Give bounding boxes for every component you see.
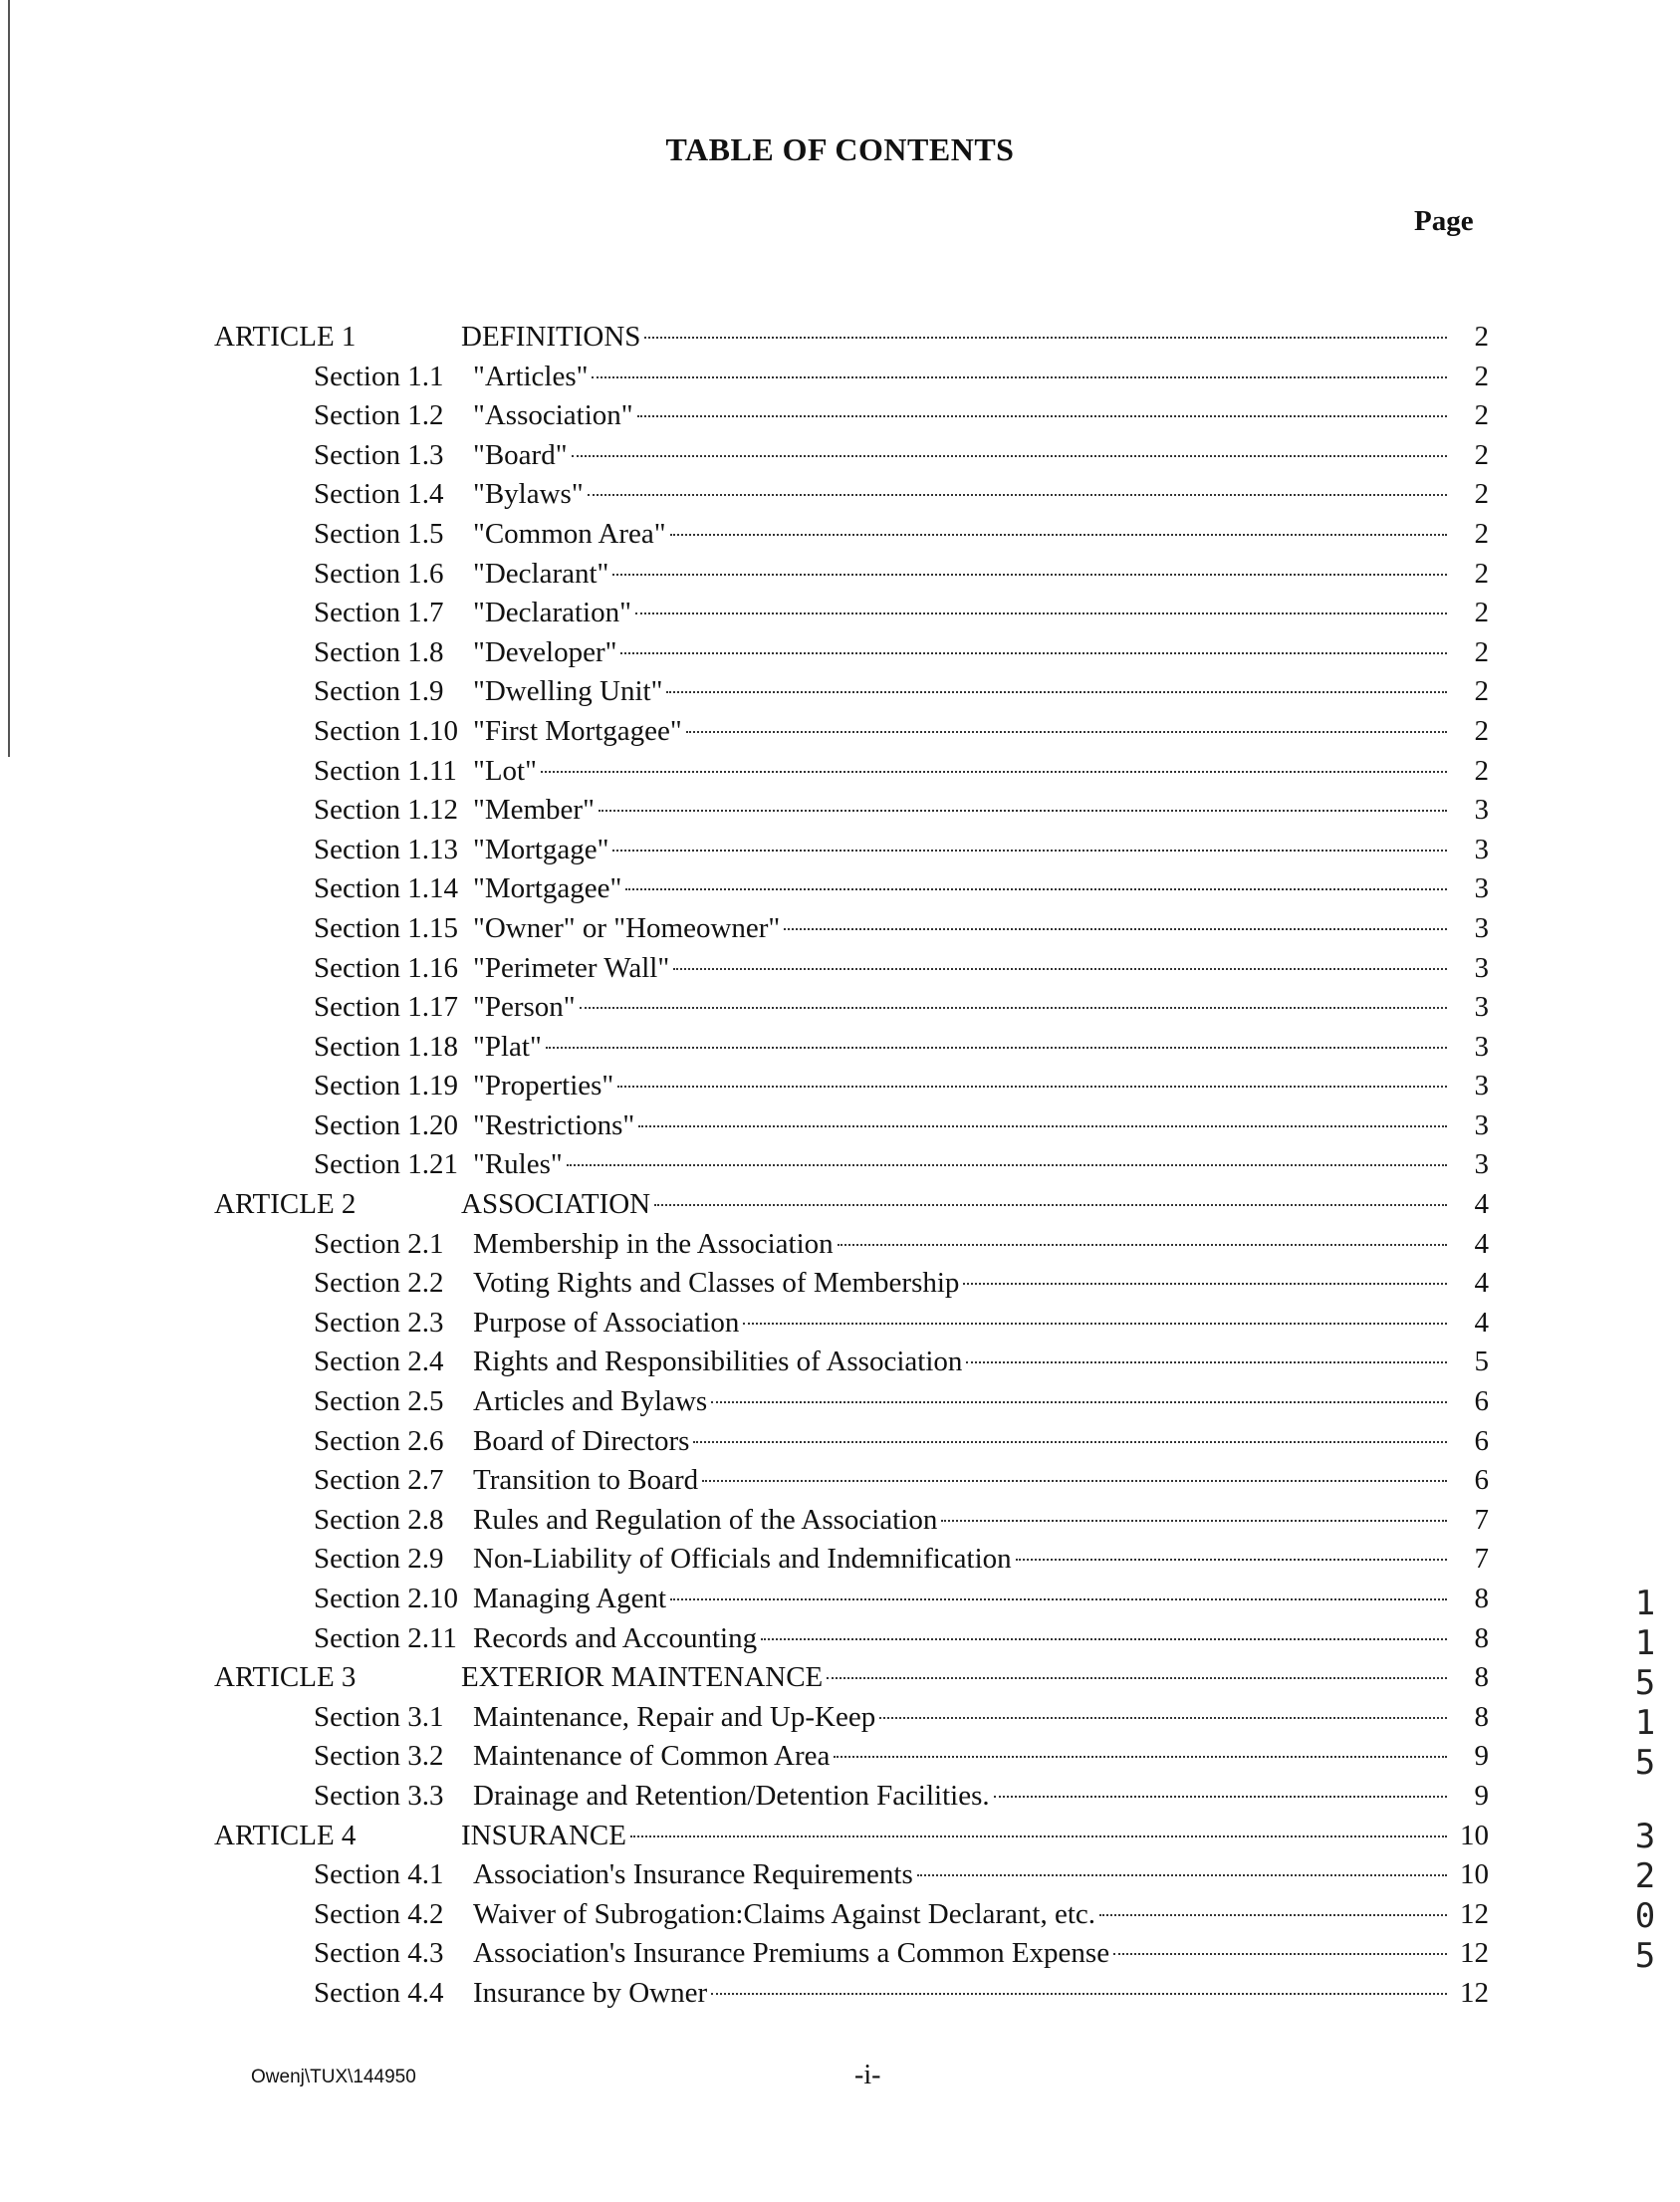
toc-entry-number: Section 1.2: [314, 399, 444, 432]
stamp-digit: 2: [1634, 1856, 1656, 1896]
toc-article-row: [214, 1661, 1489, 1701]
toc-section-row: [214, 518, 1489, 558]
toc-entry-page: 3: [1474, 794, 1489, 827]
dot-leader: [541, 771, 1447, 773]
toc-entry-title: Records and Accounting: [473, 1621, 758, 1654]
toc-entry-title: Membership in the Association: [473, 1227, 834, 1260]
toc-entry-page: 3: [1474, 951, 1489, 984]
toc-entry-title: Articles and Bylaws: [473, 1385, 708, 1418]
toc-entry-page: 8: [1474, 1661, 1489, 1694]
toc-entry-title: Rights and Responsibilities of Association: [473, 1346, 963, 1378]
stamp-digit: 5: [1634, 1743, 1656, 1783]
dot-leader: [966, 1361, 1447, 1363]
toc-entry-page: 2: [1474, 438, 1489, 471]
dot-leader: [592, 376, 1447, 378]
toc-section-row: [214, 597, 1489, 636]
dot-leader: [761, 1638, 1447, 1640]
table-of-contents: [214, 321, 1489, 2017]
dot-leader: [673, 968, 1447, 970]
toc-entry-page: 2: [1474, 675, 1489, 708]
stamp-digit: 0: [1634, 1896, 1656, 1936]
toc-entry-number: Section 2.1: [314, 1227, 444, 1260]
toc-entry-number: Section 2.10: [314, 1583, 458, 1614]
toc-section-row: [214, 1425, 1489, 1465]
toc-entry-page: 2: [1474, 478, 1489, 511]
toc-entry-page: 2: [1474, 754, 1489, 787]
toc-entry-number: Section 1.16: [314, 951, 458, 984]
dot-leader: [637, 415, 1447, 417]
toc-entry-title: "Declaration": [473, 597, 631, 629]
toc-entry-page: 8: [1474, 1583, 1489, 1614]
toc-entry-title: Voting Rights and Classes of Membership: [473, 1267, 960, 1300]
toc-section-row: [214, 361, 1489, 400]
dot-leader: [834, 1756, 1447, 1758]
dot-leader: [784, 928, 1447, 930]
toc-entry-number: Section 1.20: [314, 1108, 458, 1141]
toc-entry-title: "Member": [473, 794, 595, 827]
toc-section-row: [214, 1898, 1489, 1938]
dot-leader: [963, 1283, 1447, 1285]
toc-section-row: [214, 1307, 1489, 1346]
dot-leader: [630, 1835, 1447, 1837]
toc-section-row: [214, 834, 1489, 873]
dot-leader: [599, 810, 1447, 812]
toc-section-row: [214, 439, 1489, 479]
dot-leader: [670, 534, 1447, 536]
toc-entry-number: Section 1.18: [314, 1030, 458, 1063]
toc-entry-title: "Dwelling Unit": [473, 675, 663, 708]
toc-entry-title: EXTERIOR MAINTENANCE: [461, 1661, 824, 1694]
dot-leader: [743, 1323, 1447, 1325]
dot-leader: [644, 337, 1447, 339]
toc-entry-page: 5: [1474, 1346, 1489, 1378]
dot-leader: [625, 888, 1447, 890]
toc-entry-page: 3: [1474, 1148, 1489, 1181]
toc-entry-page: 2: [1474, 714, 1489, 747]
toc-section-row: [214, 1543, 1489, 1583]
dot-leader: [941, 1520, 1447, 1522]
toc-entry-page: 3: [1474, 872, 1489, 905]
stamp-gap: [1628, 1783, 1662, 1817]
dot-leader: [917, 1874, 1447, 1876]
toc-entry-page: 10: [1460, 1819, 1489, 1851]
toc-section-row: [214, 558, 1489, 598]
toc-entry-title: "Properties": [473, 1070, 614, 1102]
toc-section-row: [214, 872, 1489, 912]
toc-entry-title: Maintenance of Common Area: [473, 1740, 831, 1773]
toc-entry-title: "Owner" or "Homeowner": [473, 911, 781, 944]
dot-leader: [666, 691, 1447, 693]
toc-section-row: [214, 675, 1489, 715]
toc-section-row: [214, 794, 1489, 834]
toc-entry-title: Non-Liability of Officials and Indemnification: [473, 1543, 1012, 1576]
toc-entry-title: DEFINITIONS: [461, 321, 641, 353]
toc-entry-title: "Plat": [473, 1030, 542, 1063]
toc-entry-title: "Mortgagee": [473, 872, 622, 905]
dot-leader: [654, 1204, 1447, 1206]
toc-entry-title: Rules and Regulation of the Association: [473, 1503, 938, 1536]
toc-article-row: [214, 1188, 1489, 1228]
toc-section-row: [214, 1740, 1489, 1780]
dot-leader: [617, 1086, 1447, 1088]
toc-entry-page: 2: [1474, 321, 1489, 353]
toc-entry-title: "Board": [473, 438, 568, 471]
toc-section-row: [214, 1780, 1489, 1820]
toc-entry-page: 8: [1474, 1700, 1489, 1733]
toc-section-row: [214, 1977, 1489, 2017]
toc-entry-title: Purpose of Association: [473, 1306, 740, 1339]
toc-entry-page: 4: [1474, 1227, 1489, 1260]
toc-entry-page: 3: [1474, 1070, 1489, 1102]
toc-entry-number: Section 2.2: [314, 1267, 444, 1300]
toc-entry-number: Section 2.8: [314, 1503, 444, 1536]
toc-entry-number: Section 1.13: [314, 833, 458, 865]
toc-entry-number: Section 4.2: [314, 1897, 444, 1930]
toc-entry-number: Section 1.3: [314, 438, 444, 471]
toc-entry-number: Section 2.9: [314, 1543, 444, 1576]
toc-entry-number: Section 2.6: [314, 1424, 444, 1457]
toc-entry-title: Maintenance, Repair and Up-Keep: [473, 1700, 876, 1733]
toc-entry-page: 12: [1460, 1897, 1489, 1930]
toc-section-row: [214, 1464, 1489, 1504]
dot-leader: [546, 1047, 1447, 1049]
dot-leader: [620, 652, 1447, 654]
toc-section-row: [214, 1267, 1489, 1307]
dot-leader: [588, 494, 1447, 496]
toc-entry-page: 2: [1474, 360, 1489, 392]
toc-section-row: [214, 1504, 1489, 1544]
stamp-digit: 1: [1634, 1584, 1656, 1623]
toc-entry-page: 2: [1474, 517, 1489, 550]
toc-section-row: [214, 1622, 1489, 1662]
toc-entry-number: Section 1.6: [314, 557, 444, 590]
toc-entry-title: Association's Insurance Requirements: [473, 1858, 913, 1891]
toc-entry-number: Section 4.3: [314, 1937, 444, 1970]
toc-entry-title: "Bylaws": [473, 478, 584, 511]
dot-leader: [1099, 1914, 1447, 1916]
toc-section-row: [214, 478, 1489, 518]
toc-entry-page: 4: [1474, 1267, 1489, 1300]
toc-entry-title: Waiver of Subrogation:Claims Against Declarant, etc.: [473, 1897, 1096, 1930]
toc-entry-title: "Lot": [473, 754, 537, 787]
toc-entry-number: Section 1.12: [314, 794, 458, 827]
toc-entry-page: 6: [1474, 1424, 1489, 1457]
toc-entry-number: Section 1.11: [314, 754, 457, 787]
toc-entry-title: "Person": [473, 991, 576, 1024]
toc-entry-page: 6: [1474, 1385, 1489, 1418]
toc-entry-number: Section 1.7: [314, 597, 444, 629]
toc-article-row: [214, 1820, 1489, 1859]
toc-entry-number: Section 1.5: [314, 517, 444, 550]
stamp-digit: 5: [1634, 1663, 1656, 1703]
toc-entry-number: Section 4.1: [314, 1858, 444, 1891]
dot-leader: [1016, 1559, 1447, 1561]
toc-entry-page: 2: [1474, 597, 1489, 629]
toc-entry-number: Section 3.3: [314, 1779, 444, 1812]
toc-section-row: [214, 715, 1489, 755]
stamp-digit: 3: [1634, 1817, 1656, 1856]
toc-entry-title: "Common Area": [473, 517, 666, 550]
stamp-digit: 1: [1634, 1623, 1656, 1663]
dot-leader: [686, 731, 1447, 733]
toc-section-row: [214, 1937, 1489, 1977]
toc-entry-number: Section 1.1: [314, 360, 444, 392]
toc-entry-title: "Perimeter Wall": [473, 951, 670, 984]
toc-entry-title: Managing Agent: [473, 1583, 667, 1614]
toc-entry-number: Section 1.17: [314, 991, 458, 1024]
toc-entry-page: 4: [1474, 1188, 1489, 1221]
toc-entry-number: ARTICLE 2: [214, 1188, 357, 1221]
page-title: TABLE OF CONTENTS: [665, 131, 1015, 167]
toc-entry-number: Section 1.21: [314, 1148, 458, 1181]
toc-entry-number: Section 1.8: [314, 635, 444, 668]
dot-leader: [827, 1677, 1447, 1679]
footer-page-number: -i-: [854, 2060, 881, 2090]
toc-entry-page: 12: [1460, 1937, 1489, 1970]
toc-section-row: [214, 1148, 1489, 1188]
toc-entry-title: ASSOCIATION: [461, 1188, 651, 1221]
toc-entry-title: Board of Directors: [473, 1424, 690, 1457]
toc-entry-number: ARTICLE 1: [214, 321, 357, 353]
toc-entry-number: Section 2.5: [314, 1385, 444, 1418]
toc-section-row: [214, 1109, 1489, 1149]
toc-entry-number: Section 2.11: [314, 1621, 457, 1654]
dot-leader: [612, 850, 1447, 852]
toc-entry-title: "Declarant": [473, 557, 609, 590]
toc-entry-page: 9: [1474, 1779, 1489, 1812]
dot-leader: [567, 1164, 1447, 1166]
toc-section-row: [214, 912, 1489, 952]
toc-entry-page: 8: [1474, 1621, 1489, 1654]
stamp-digit: 1: [1634, 1703, 1656, 1743]
toc-entry-title: "Developer": [473, 635, 617, 668]
toc-entry-title: "First Mortgagee": [473, 714, 682, 747]
toc-entry-page: 3: [1474, 833, 1489, 865]
dot-leader: [838, 1244, 1447, 1246]
toc-section-row: [214, 1583, 1489, 1622]
toc-entry-page: 6: [1474, 1464, 1489, 1497]
dot-leader: [580, 1007, 1447, 1009]
dot-leader: [994, 1796, 1447, 1798]
dot-leader: [572, 455, 1447, 457]
toc-entry-title: "Articles": [473, 360, 589, 392]
toc-section-row: [214, 991, 1489, 1031]
toc-entry-title: "Restrictions": [473, 1108, 635, 1141]
toc-entry-number: ARTICLE 3: [214, 1661, 357, 1694]
toc-entry-number: Section 1.10: [314, 714, 458, 747]
dot-leader: [638, 1125, 1447, 1127]
dot-leader: [702, 1480, 1447, 1482]
toc-entry-number: Section 1.14: [314, 872, 458, 905]
toc-entry-page: 2: [1474, 635, 1489, 668]
dot-leader: [1113, 1953, 1447, 1955]
dot-leader: [612, 574, 1447, 576]
toc-entry-title: "Association": [473, 399, 633, 432]
toc-entry-title: "Rules": [473, 1148, 563, 1181]
dot-leader: [711, 1993, 1447, 1995]
footer-document-id: Owenj\TUX\144950: [251, 2067, 416, 2087]
toc-entry-number: Section 3.1: [314, 1700, 444, 1733]
toc-entry-number: ARTICLE 4: [214, 1819, 357, 1851]
toc-section-row: [214, 952, 1489, 992]
toc-entry-title: Drainage and Retention/Detention Facilities.: [473, 1779, 990, 1812]
dot-leader: [693, 1441, 1447, 1443]
toc-entry-title: Transition to Board: [473, 1464, 699, 1497]
toc-entry-page: 10: [1460, 1858, 1489, 1891]
dot-leader: [670, 1598, 1447, 1600]
dot-leader: [879, 1717, 1447, 1719]
toc-entry-number: Section 1.9: [314, 675, 444, 708]
toc-entry-number: Section 2.7: [314, 1464, 444, 1497]
toc-section-row: [214, 1070, 1489, 1109]
toc-section-row: [214, 399, 1489, 439]
toc-entry-page: 2: [1474, 399, 1489, 432]
toc-entry-number: Section 4.4: [314, 1976, 444, 2009]
toc-entry-page: 3: [1474, 1030, 1489, 1063]
toc-entry-page: 4: [1474, 1306, 1489, 1339]
toc-entry-page: 7: [1474, 1543, 1489, 1576]
toc-entry-number: Section 3.2: [314, 1740, 444, 1773]
toc-entry-number: Section 2.4: [314, 1346, 444, 1378]
toc-entry-page: 9: [1474, 1740, 1489, 1773]
side-stamp-number: [1628, 1584, 1662, 1976]
dot-leader: [711, 1401, 1447, 1403]
scan-edge-line: [8, 0, 10, 757]
toc-entry-page: 3: [1474, 991, 1489, 1024]
toc-section-row: [214, 1858, 1489, 1898]
toc-entry-page: 3: [1474, 911, 1489, 944]
toc-entry-number: Section 2.3: [314, 1306, 444, 1339]
toc-section-row: [214, 636, 1489, 676]
toc-entry-number: Section 1.19: [314, 1070, 458, 1102]
dot-leader: [635, 612, 1447, 614]
toc-entry-page: 7: [1474, 1503, 1489, 1536]
toc-entry-title: INSURANCE: [461, 1819, 626, 1851]
toc-entry-number: Section 1.4: [314, 478, 444, 511]
toc-section-row: [214, 1701, 1489, 1741]
toc-section-row: [214, 1346, 1489, 1385]
toc-entry-title: Association's Insurance Premiums a Common Expense: [473, 1937, 1110, 1970]
toc-entry-number: Section 1.15: [314, 911, 458, 944]
toc-section-row: [214, 1031, 1489, 1071]
toc-section-row: [214, 755, 1489, 795]
toc-entry-page: 2: [1474, 557, 1489, 590]
stamp-digit: 5: [1634, 1936, 1656, 1976]
toc-article-row: [214, 321, 1489, 361]
page-column-header: Page: [1414, 205, 1474, 237]
toc-entry-page: 12: [1460, 1976, 1489, 2009]
toc-entry-page: 3: [1474, 1108, 1489, 1141]
toc-entry-title: "Mortgage": [473, 833, 609, 865]
toc-section-row: [214, 1385, 1489, 1425]
toc-entry-title: Insurance by Owner: [473, 1976, 708, 2009]
toc-section-row: [214, 1228, 1489, 1268]
